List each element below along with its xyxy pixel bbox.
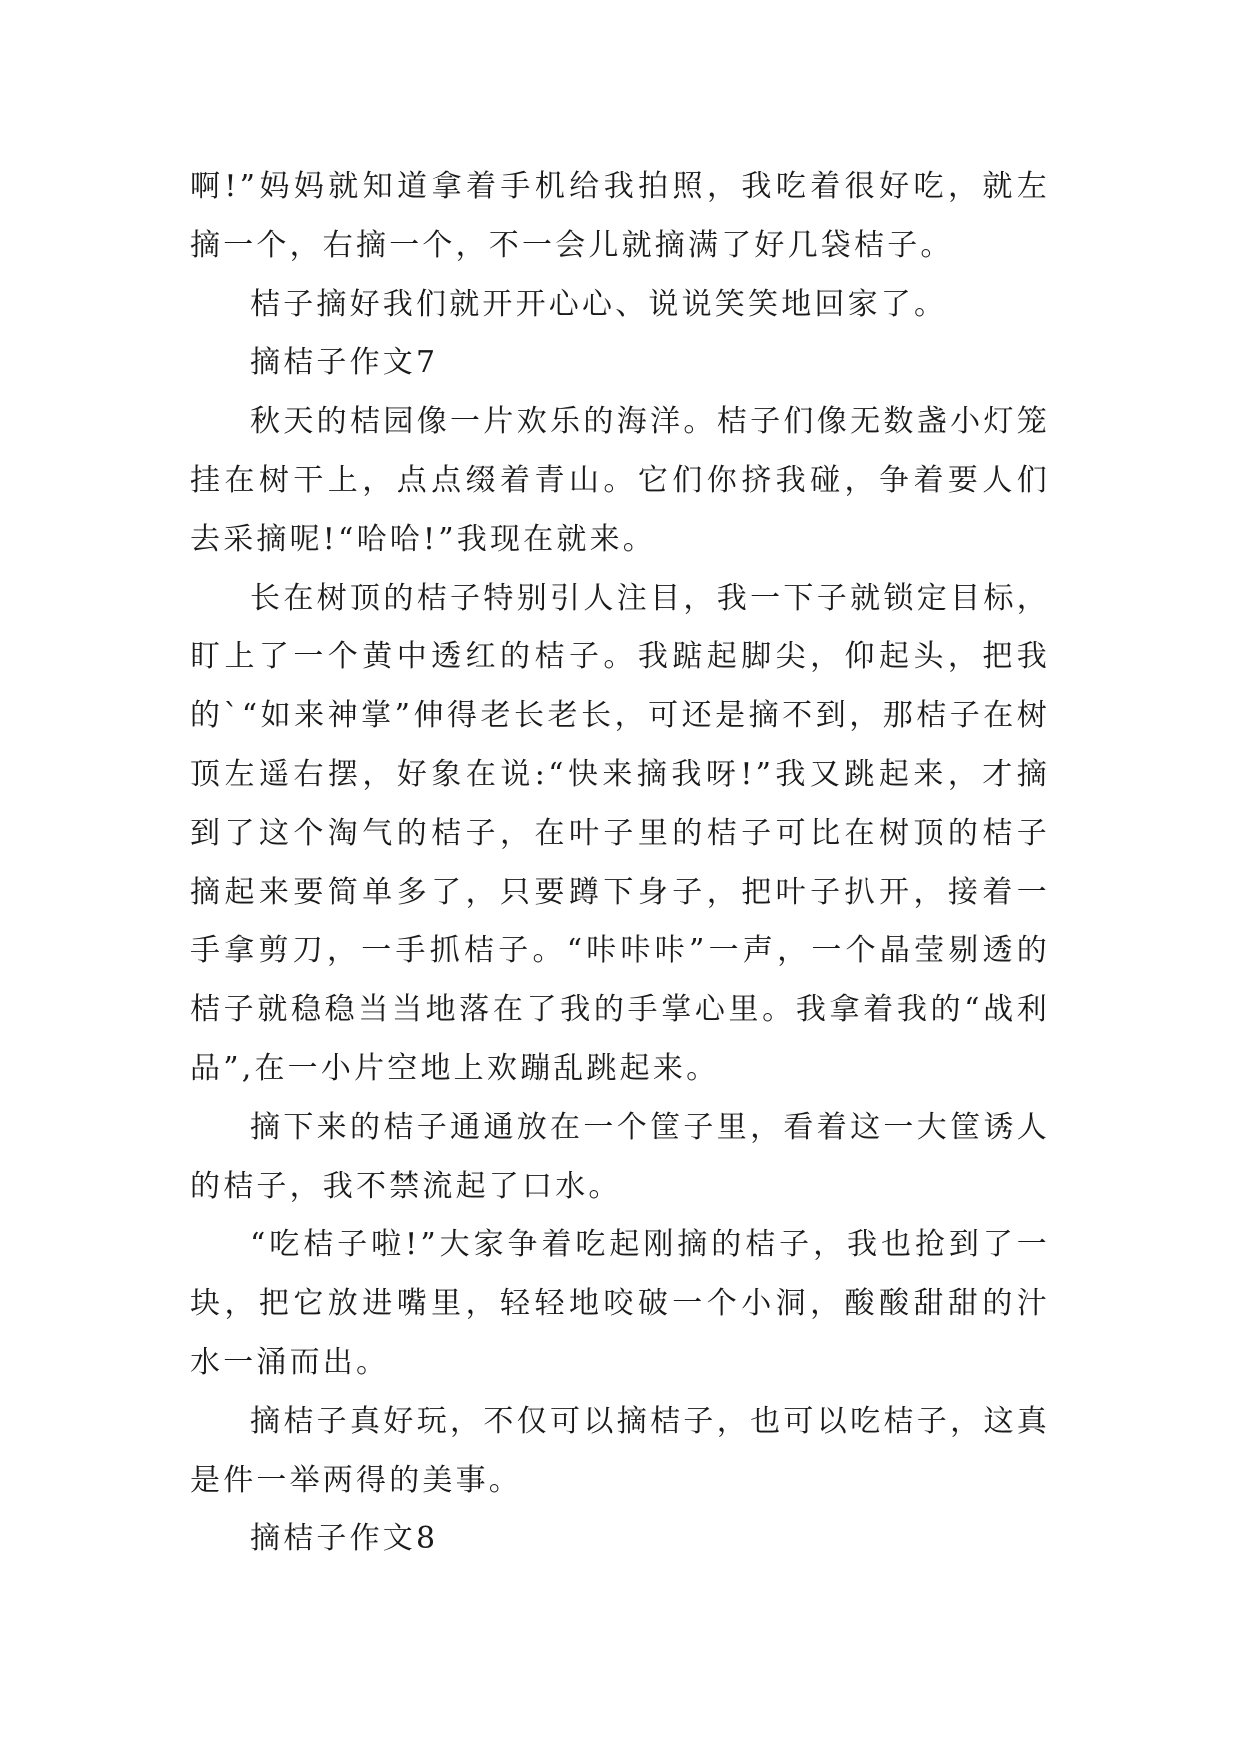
paragraph: “吃桔子啦!”大家争着吃起刚摘的桔子，我也抢到了一块，把它放进嘴里，轻轻地咬破一个小洞，酸酸甜甜的汁水一涌而出。	[190, 1227, 1050, 1380]
paragraph: 秋天的桔园像一片欢乐的海洋。桔子们像无数盏小灯笼挂在树干上，点点缀着青山。它们你挤我碰，争着要人们去采摘呢!“哈哈!”我现在就来。	[190, 404, 1050, 557]
paragraph: 摘桔子真好玩，不仅可以摘桔子，也可以吃桔子，这真是件一举两得的美事。	[190, 1403, 1050, 1498]
paragraph: 摘下来的桔子通通放在一个筐子里，看着这一大筐诱人的桔子，我不禁流起了口水。	[190, 1109, 1050, 1204]
paragraph: 桔子摘好我们就开开心心、说说笑笑地回家了。	[250, 286, 948, 322]
document-body	[190, 158, 1050, 1569]
paragraph: 长在树顶的桔子特别引人注目，我一下子就锁定目标，盯上了一个黄中透红的桔子。我踮起脚尖，仰起头，把我的`“如来神掌”伸得老长老长，可还是摘不到，那桔子在树顶左遥右摆，好象在说:“快来摘我呀!”我又跳起来，才摘到了这个淘气的桔子，在叶子里的桔子可比在树顶的桔子摘起来要简单多了，只要蹲下身子，把叶子扒开，接着一手拿剪刀，一手抓桔子。“咔咔咔”一声，一个晶莹剔透的桔子就稳稳当当地落在了我的手掌心里。我拿着我的“战利品”,在一小片空地上欢蹦乱跳起来。	[190, 580, 1050, 1086]
paragraph: 啊!”妈妈就知道拿着手机给我拍照，我吃着很好吃，就左摘一个，右摘一个，不一会儿就摘满了好几袋桔子。	[190, 169, 1050, 263]
section-heading: 摘桔子作文8	[250, 1521, 439, 1557]
section-heading: 摘桔子作文7	[250, 345, 439, 381]
